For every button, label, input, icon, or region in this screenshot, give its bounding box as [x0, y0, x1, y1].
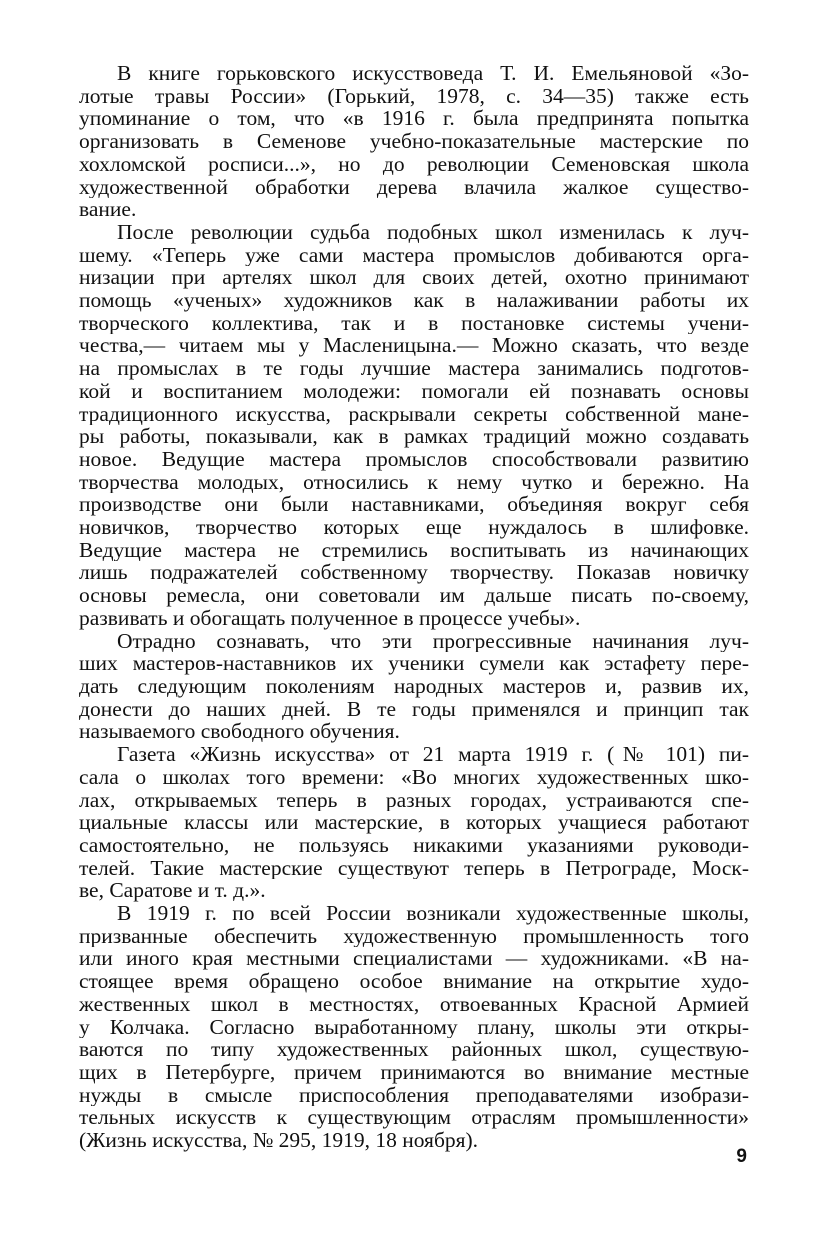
paragraph-1 — [79, 62, 749, 221]
paragraph-4 — [79, 743, 749, 902]
text-line: Отрадно сознавать, что эти прогрессивные начинания луч- — [117, 629, 749, 653]
text-line: стоящее время обращено особое внимание на открытие худо- — [79, 970, 749, 993]
text-line: ве, Саратове и т. д.». — [79, 879, 266, 903]
text-line: кой и воспитанием молодежи: помогали ей познавать основы — [79, 379, 749, 403]
text-line: (Жизнь искусства, № 295, 1919, 18 ноября). — [79, 1129, 479, 1152]
text-line: телей. Такие мастерские существуют теперь в Петрограде, Моск- — [79, 856, 749, 880]
body-text — [79, 62, 749, 1152]
text-line: После революции судьба подобных школ изменилась к луч- — [117, 220, 749, 244]
text-line: призванные обеспечить художественную промышленность того — [79, 924, 749, 948]
text-line: или иного края местными специалистами — художниками. «В на- — [79, 947, 749, 971]
text-line: дать следующим поколениям народных мастеров и, развив их, — [79, 674, 749, 698]
text-line: ры работы, показывали, как в рамках традиций можно создавать — [79, 425, 749, 448]
text-line: хохломской росписи...», но до революции Семеновская школа — [79, 152, 749, 176]
text-line: упоминание о том, что «в 1916 г. была предпринята попытка — [79, 107, 749, 131]
page-body — [79, 62, 749, 1152]
text-line: художественной обработки дерева влачила жалкое существо- — [79, 175, 749, 199]
text-line: тельных искусств к существующим отраслям промышленности» — [79, 1106, 749, 1130]
text-line: низации при артелях школ для своих детей, охотно принимают — [79, 266, 749, 290]
text-line: шему. «Теперь уже сами мастера промыслов добиваются орга- — [79, 243, 749, 267]
text-line: В 1919 г. по всей России возникали художественные школы, — [117, 902, 749, 925]
text-line: основы ремесла, они советовали им дальше писать по-своему, — [79, 584, 749, 607]
text-line: циальные классы или мастерские, в которых учащиеся работают — [79, 811, 749, 834]
text-line: производстве они были наставниками, объединяя вокруг себя — [79, 493, 749, 517]
text-line: В книге горьковского искусствоведа Т. И. Емельяновой «Зо- — [117, 62, 749, 85]
text-line: у Колчака. Согласно выработанному плану, школы эти откры- — [79, 1015, 749, 1039]
paragraph-5 — [79, 902, 749, 1152]
paragraph-2 — [79, 221, 749, 630]
paragraph-3 — [79, 630, 749, 744]
text-line: нужды в смысле приспособления преподавателями изобрази- — [79, 1083, 749, 1107]
text-line: самостоятельно, не пользуясь никакими указаниями руководи- — [79, 833, 749, 857]
text-line: творчества молодых, относились к нему чутко и бережно. На — [79, 470, 749, 494]
text-line: жественных школ в местностях, отвоеванных Красной Армией — [79, 992, 749, 1016]
text-line: называемого свободного обучения. — [79, 720, 400, 744]
page-number: 9 — [736, 1146, 747, 1167]
text-line: новичков, творчество которых еще нуждалось в шлифовке. — [79, 516, 749, 539]
text-line: вание. — [79, 198, 137, 221]
text-line: на промыслах в те годы лучшие мастера занимались подготов- — [79, 357, 749, 380]
text-line: ваются по типу художественных районных школ, существую- — [79, 1038, 749, 1061]
text-line: сала о школах того времени: «Во многих художественных шко- — [79, 765, 749, 789]
text-line: лах, открываемых теперь в разных городах, устраиваются спе- — [79, 788, 749, 812]
text-line: донести до наших дней. В те годы применялся и принцип так — [79, 697, 749, 721]
text-line: ших мастеров-наставников их ученики сумели как эстафету пере- — [79, 652, 749, 675]
text-line: помощь «ученых» художников как в налаживании работы их — [79, 289, 749, 312]
text-line: Газета «Жизнь искусства» от 21 марта 1919 г. (№ 101) пи- — [117, 743, 749, 766]
text-line: чества,— читаем мы у Масленицына.— Можно сказать, что везде — [79, 334, 749, 358]
text-line: щих в Петербурге, причем принимаются во внимание местные — [79, 1060, 749, 1084]
text-line: организовать в Семенове учебно-показательные мастерские по — [79, 130, 749, 153]
text-line: лишь подражателей собственному творчеству. Показав новичку — [79, 561, 749, 585]
text-line: лотые травы России» (Горький, 1978, с. 34—35) также есть — [79, 84, 749, 108]
text-line: творческого коллектива, так и в постановке системы учени- — [79, 311, 749, 335]
text-line: новое. Ведущие мастера промыслов способствовали развитию — [79, 447, 749, 471]
text-line: развивать и обогащать полученное в процессе учебы». — [79, 606, 581, 630]
text-line: Ведущие мастера не стремились воспитывать из начинающих — [79, 538, 749, 562]
text-line: традиционного искусства, раскрывали секреты собственной мане- — [79, 402, 749, 426]
